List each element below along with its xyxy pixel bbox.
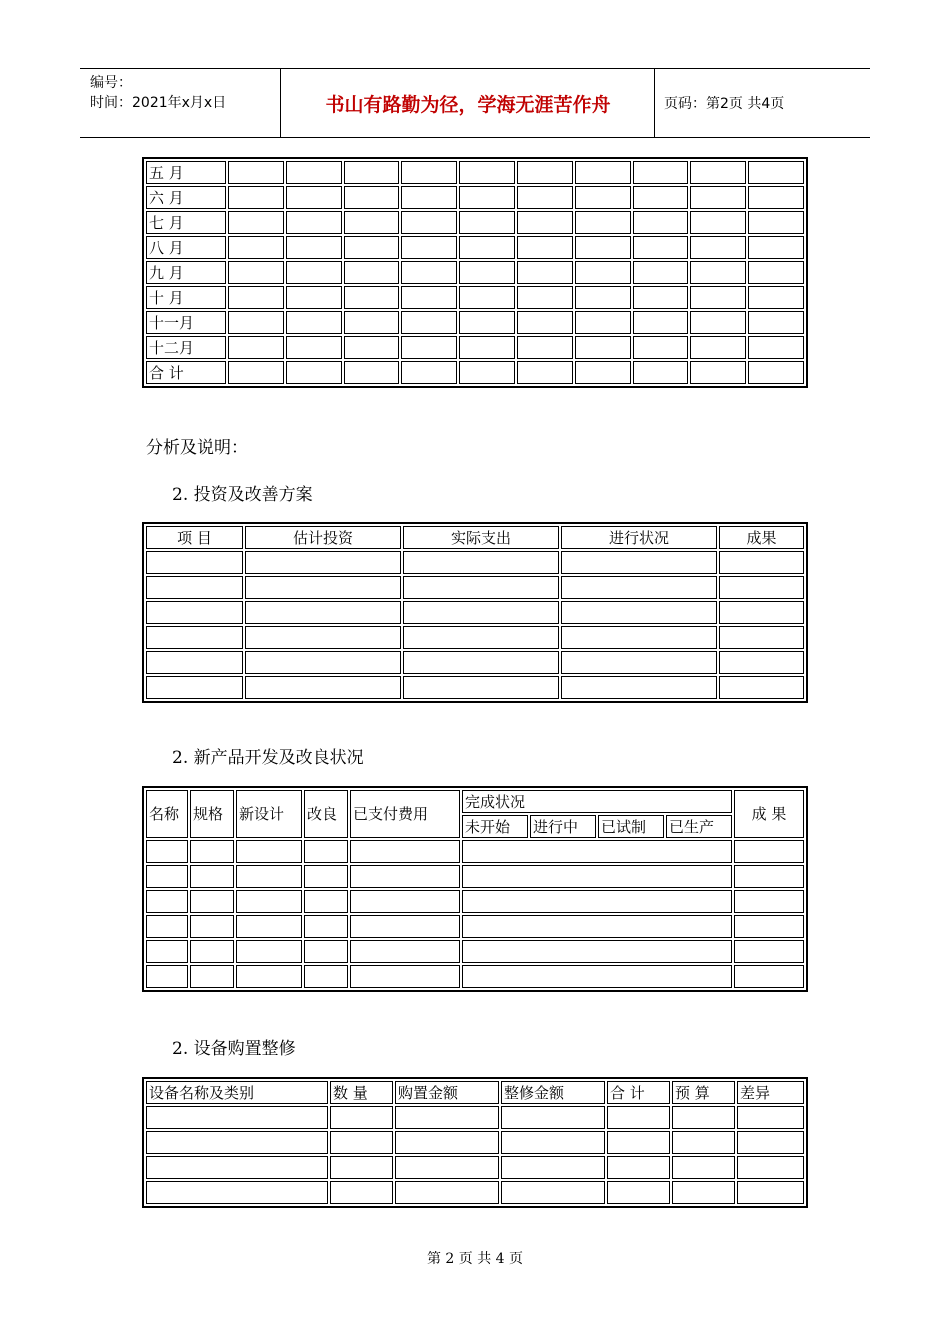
table-cell <box>501 1181 605 1204</box>
table-cell <box>286 261 342 284</box>
table-cell <box>401 211 457 234</box>
column-header: 差异 <box>737 1081 804 1104</box>
table-cell <box>403 576 559 599</box>
column-subheader: 已生产 <box>666 815 732 838</box>
column-subheader: 进行中 <box>530 815 596 838</box>
table-cell <box>633 186 689 209</box>
column-header: 购置金额 <box>395 1081 499 1104</box>
table-cell <box>517 236 573 259</box>
table-cell <box>719 576 804 599</box>
table-row <box>146 211 804 234</box>
table-cell <box>748 211 804 234</box>
number-label: 编号： <box>90 75 132 91</box>
table-cell <box>228 186 284 209</box>
column-header: 预 算 <box>672 1081 735 1104</box>
table-cell <box>245 601 401 624</box>
table-cell <box>350 915 460 938</box>
table-row <box>146 1156 804 1179</box>
table-cell <box>459 211 515 234</box>
table-row <box>146 261 804 284</box>
table-cell <box>403 551 559 574</box>
table-cell <box>146 601 243 624</box>
table-cell <box>330 1156 393 1179</box>
column-header: 整修金额 <box>501 1081 605 1104</box>
table-cell <box>607 1106 670 1129</box>
table-cell <box>401 361 457 384</box>
table-cell <box>330 1106 393 1129</box>
table-cell <box>690 236 746 259</box>
new-product-table <box>142 786 808 992</box>
table-row <box>146 361 804 384</box>
table-cell <box>561 626 717 649</box>
table-cell <box>236 915 302 938</box>
column-header: 已支付费用 <box>350 790 460 838</box>
table-cell <box>146 1106 328 1129</box>
table-header-row <box>146 526 804 549</box>
table-cell <box>395 1181 499 1204</box>
month-label: 五 月 <box>146 161 226 184</box>
table-cell <box>350 865 460 888</box>
table-cell <box>344 261 400 284</box>
table-row <box>146 651 804 674</box>
table-cell <box>748 236 804 259</box>
table-cell <box>575 211 631 234</box>
table-row <box>146 576 804 599</box>
table-cell <box>517 186 573 209</box>
table-cell <box>146 676 243 699</box>
table-cell <box>734 915 804 938</box>
column-header: 名称 <box>146 790 188 838</box>
table-cell <box>517 336 573 359</box>
table-cell <box>561 676 717 699</box>
table-cell <box>501 1106 605 1129</box>
column-header: 改良 <box>304 790 348 838</box>
table-cell <box>672 1106 735 1129</box>
table-cell <box>304 965 348 988</box>
table-cell <box>401 261 457 284</box>
monthly-table <box>142 157 808 388</box>
page-header <box>80 68 870 138</box>
table-row <box>146 676 804 699</box>
table-cell <box>459 236 515 259</box>
table-cell <box>462 890 732 913</box>
table-header-row <box>146 1081 804 1104</box>
table-cell <box>690 261 746 284</box>
column-header: 合 计 <box>607 1081 670 1104</box>
table-cell <box>719 676 804 699</box>
table-cell <box>401 336 457 359</box>
table-row <box>146 551 804 574</box>
table-cell <box>517 161 573 184</box>
table-cell <box>690 186 746 209</box>
table-cell <box>575 236 631 259</box>
table-cell <box>719 551 804 574</box>
column-subheader: 已试制 <box>598 815 664 838</box>
table-cell <box>395 1131 499 1154</box>
table-header-row <box>146 790 804 813</box>
time-label: 时间：2021年x月x日 <box>90 95 227 111</box>
table-cell <box>690 286 746 309</box>
table-cell <box>401 186 457 209</box>
table-cell <box>462 865 732 888</box>
month-label: 十一月 <box>146 311 226 334</box>
table-cell <box>459 286 515 309</box>
table-row <box>146 965 804 988</box>
investment-table <box>142 522 808 703</box>
table-cell <box>228 261 284 284</box>
table-cell <box>350 890 460 913</box>
table-cell <box>146 940 188 963</box>
table-cell <box>146 890 188 913</box>
table-cell <box>344 186 400 209</box>
table-cell <box>344 311 400 334</box>
table-cell <box>734 890 804 913</box>
table-row <box>146 840 804 863</box>
column-header: 完成状况 <box>462 790 732 813</box>
table-cell <box>401 311 457 334</box>
month-label: 九 月 <box>146 261 226 284</box>
table-cell <box>146 651 243 674</box>
table-cell <box>575 186 631 209</box>
table-cell <box>737 1181 804 1204</box>
table-cell <box>748 261 804 284</box>
table-cell <box>748 161 804 184</box>
table-cell <box>734 940 804 963</box>
table-row <box>146 236 804 259</box>
month-label: 十二月 <box>146 336 226 359</box>
table-cell <box>748 186 804 209</box>
table-cell <box>575 261 631 284</box>
table-cell <box>672 1131 735 1154</box>
table-cell <box>690 336 746 359</box>
table-cell <box>459 336 515 359</box>
table-cell <box>228 286 284 309</box>
table-cell <box>190 890 234 913</box>
table-cell <box>286 286 342 309</box>
table-cell <box>517 311 573 334</box>
table-cell <box>719 651 804 674</box>
table-cell <box>403 676 559 699</box>
table-cell <box>633 211 689 234</box>
table-cell <box>330 1131 393 1154</box>
table-cell <box>304 840 348 863</box>
column-header: 数 量 <box>330 1081 393 1104</box>
investment-heading: 2. 投资及改善方案 <box>172 485 313 505</box>
table-cell <box>344 336 400 359</box>
table-cell <box>350 965 460 988</box>
table-cell <box>462 940 732 963</box>
column-header: 实际支出 <box>403 526 559 549</box>
table-cell <box>459 261 515 284</box>
table-cell <box>344 286 400 309</box>
table-row <box>146 336 804 359</box>
column-subheader: 未开始 <box>462 815 528 838</box>
table-cell <box>245 651 401 674</box>
table-cell <box>734 865 804 888</box>
table-cell <box>146 1181 328 1204</box>
table-cell <box>245 626 401 649</box>
month-label: 六 月 <box>146 186 226 209</box>
column-header: 进行状况 <box>561 526 717 549</box>
table-row <box>146 865 804 888</box>
month-label: 八 月 <box>146 236 226 259</box>
table-row <box>146 601 804 624</box>
table-cell <box>633 286 689 309</box>
table-cell <box>245 551 401 574</box>
table-cell <box>395 1106 499 1129</box>
table-cell <box>459 311 515 334</box>
table-cell <box>146 965 188 988</box>
table-cell <box>286 211 342 234</box>
table-cell <box>228 211 284 234</box>
table-cell <box>517 211 573 234</box>
table-row <box>146 890 804 913</box>
table-row <box>146 1131 804 1154</box>
table-cell <box>672 1181 735 1204</box>
table-cell <box>607 1181 670 1204</box>
table-cell <box>748 336 804 359</box>
table-cell <box>350 940 460 963</box>
table-cell <box>190 915 234 938</box>
table-cell <box>719 626 804 649</box>
table-cell <box>330 1181 393 1204</box>
table-cell <box>719 601 804 624</box>
table-cell <box>575 336 631 359</box>
table-cell <box>633 336 689 359</box>
table-cell <box>690 361 746 384</box>
table-row <box>146 626 804 649</box>
table-cell <box>575 286 631 309</box>
table-cell <box>146 1131 328 1154</box>
table-cell <box>228 336 284 359</box>
column-header: 规格 <box>190 790 234 838</box>
table-row <box>146 311 804 334</box>
table-cell <box>607 1131 670 1154</box>
table-cell <box>146 626 243 649</box>
table-row <box>146 915 804 938</box>
table-cell <box>633 236 689 259</box>
header-divider <box>654 69 655 137</box>
table-cell <box>633 311 689 334</box>
table-row <box>146 286 804 309</box>
table-cell <box>403 601 559 624</box>
table-cell <box>459 186 515 209</box>
month-label: 七 月 <box>146 211 226 234</box>
table-cell <box>401 161 457 184</box>
header-divider <box>280 69 281 137</box>
table-cell <box>748 286 804 309</box>
table-row <box>146 1181 804 1204</box>
table-cell <box>236 965 302 988</box>
page-number-label: 页码：第2页 共4页 <box>664 96 785 112</box>
table-cell <box>748 361 804 384</box>
table-cell <box>462 840 732 863</box>
table-cell <box>190 840 234 863</box>
table-cell <box>146 915 188 938</box>
table-cell <box>607 1156 670 1179</box>
table-cell <box>286 336 342 359</box>
header-meta <box>90 73 280 113</box>
table-cell <box>228 361 284 384</box>
table-cell <box>286 311 342 334</box>
header-motto: 书山有路勤为径，学海无涯苦作舟 <box>325 93 611 116</box>
table-cell <box>459 361 515 384</box>
table-cell <box>575 311 631 334</box>
table-cell <box>286 186 342 209</box>
column-header: 成果 <box>719 526 804 549</box>
table-cell <box>561 651 717 674</box>
table-cell <box>672 1156 735 1179</box>
table-cell <box>690 211 746 234</box>
table-cell <box>501 1131 605 1154</box>
analysis-label: 分析及说明： <box>146 438 248 458</box>
table-cell <box>146 551 243 574</box>
table-cell <box>517 286 573 309</box>
table-cell <box>344 211 400 234</box>
table-cell <box>190 865 234 888</box>
equipment-heading: 2. 设备购置整修 <box>172 1039 296 1059</box>
table-cell <box>146 840 188 863</box>
table-cell <box>304 940 348 963</box>
table-row <box>146 1106 804 1129</box>
table-cell <box>190 965 234 988</box>
table-cell <box>737 1156 804 1179</box>
table-cell <box>517 261 573 284</box>
table-cell <box>401 286 457 309</box>
table-cell <box>236 840 302 863</box>
table-cell <box>286 161 342 184</box>
table-cell <box>561 601 717 624</box>
table-cell <box>350 840 460 863</box>
table-cell <box>146 865 188 888</box>
table-cell <box>737 1106 804 1129</box>
table-cell <box>146 1156 328 1179</box>
table-cell <box>304 890 348 913</box>
table-row <box>146 186 804 209</box>
column-header: 设备名称及类别 <box>146 1081 328 1104</box>
table-cell <box>403 651 559 674</box>
table-cell <box>575 361 631 384</box>
table-cell <box>395 1156 499 1179</box>
table-cell <box>236 940 302 963</box>
month-label: 十 月 <box>146 286 226 309</box>
table-cell <box>501 1156 605 1179</box>
table-cell <box>561 551 717 574</box>
table-cell <box>245 576 401 599</box>
table-cell <box>344 236 400 259</box>
table-cell <box>462 965 732 988</box>
table-cell <box>734 840 804 863</box>
table-cell <box>633 361 689 384</box>
table-cell <box>459 161 515 184</box>
table-cell <box>236 865 302 888</box>
table-cell <box>748 311 804 334</box>
table-cell <box>575 161 631 184</box>
column-header: 估计投资 <box>245 526 401 549</box>
table-cell <box>286 361 342 384</box>
table-cell <box>561 576 717 599</box>
table-cell <box>190 940 234 963</box>
table-cell <box>304 915 348 938</box>
table-cell <box>228 236 284 259</box>
column-header: 成 果 <box>734 790 804 838</box>
table-cell <box>462 915 732 938</box>
table-cell <box>304 865 348 888</box>
table-cell <box>344 161 400 184</box>
equipment-table <box>142 1077 808 1208</box>
column-header: 新设计 <box>236 790 302 838</box>
table-cell <box>690 311 746 334</box>
table-cell <box>146 576 243 599</box>
table-cell <box>734 965 804 988</box>
table-row <box>146 940 804 963</box>
table-cell <box>245 676 401 699</box>
table-cell <box>633 261 689 284</box>
table-cell <box>633 161 689 184</box>
table-row <box>146 161 804 184</box>
table-cell <box>228 161 284 184</box>
month-label: 合 计 <box>146 361 226 384</box>
table-cell <box>236 890 302 913</box>
page-footer: 第 2 页 共 4 页 <box>426 1251 524 1267</box>
table-cell <box>403 626 559 649</box>
new-product-heading: 2. 新产品开发及改良状况 <box>172 748 364 768</box>
table-cell <box>737 1131 804 1154</box>
table-cell <box>228 311 284 334</box>
table-cell <box>517 361 573 384</box>
table-cell <box>344 361 400 384</box>
table-cell <box>286 236 342 259</box>
table-cell <box>690 161 746 184</box>
column-header: 项 目 <box>146 526 243 549</box>
table-cell <box>401 236 457 259</box>
